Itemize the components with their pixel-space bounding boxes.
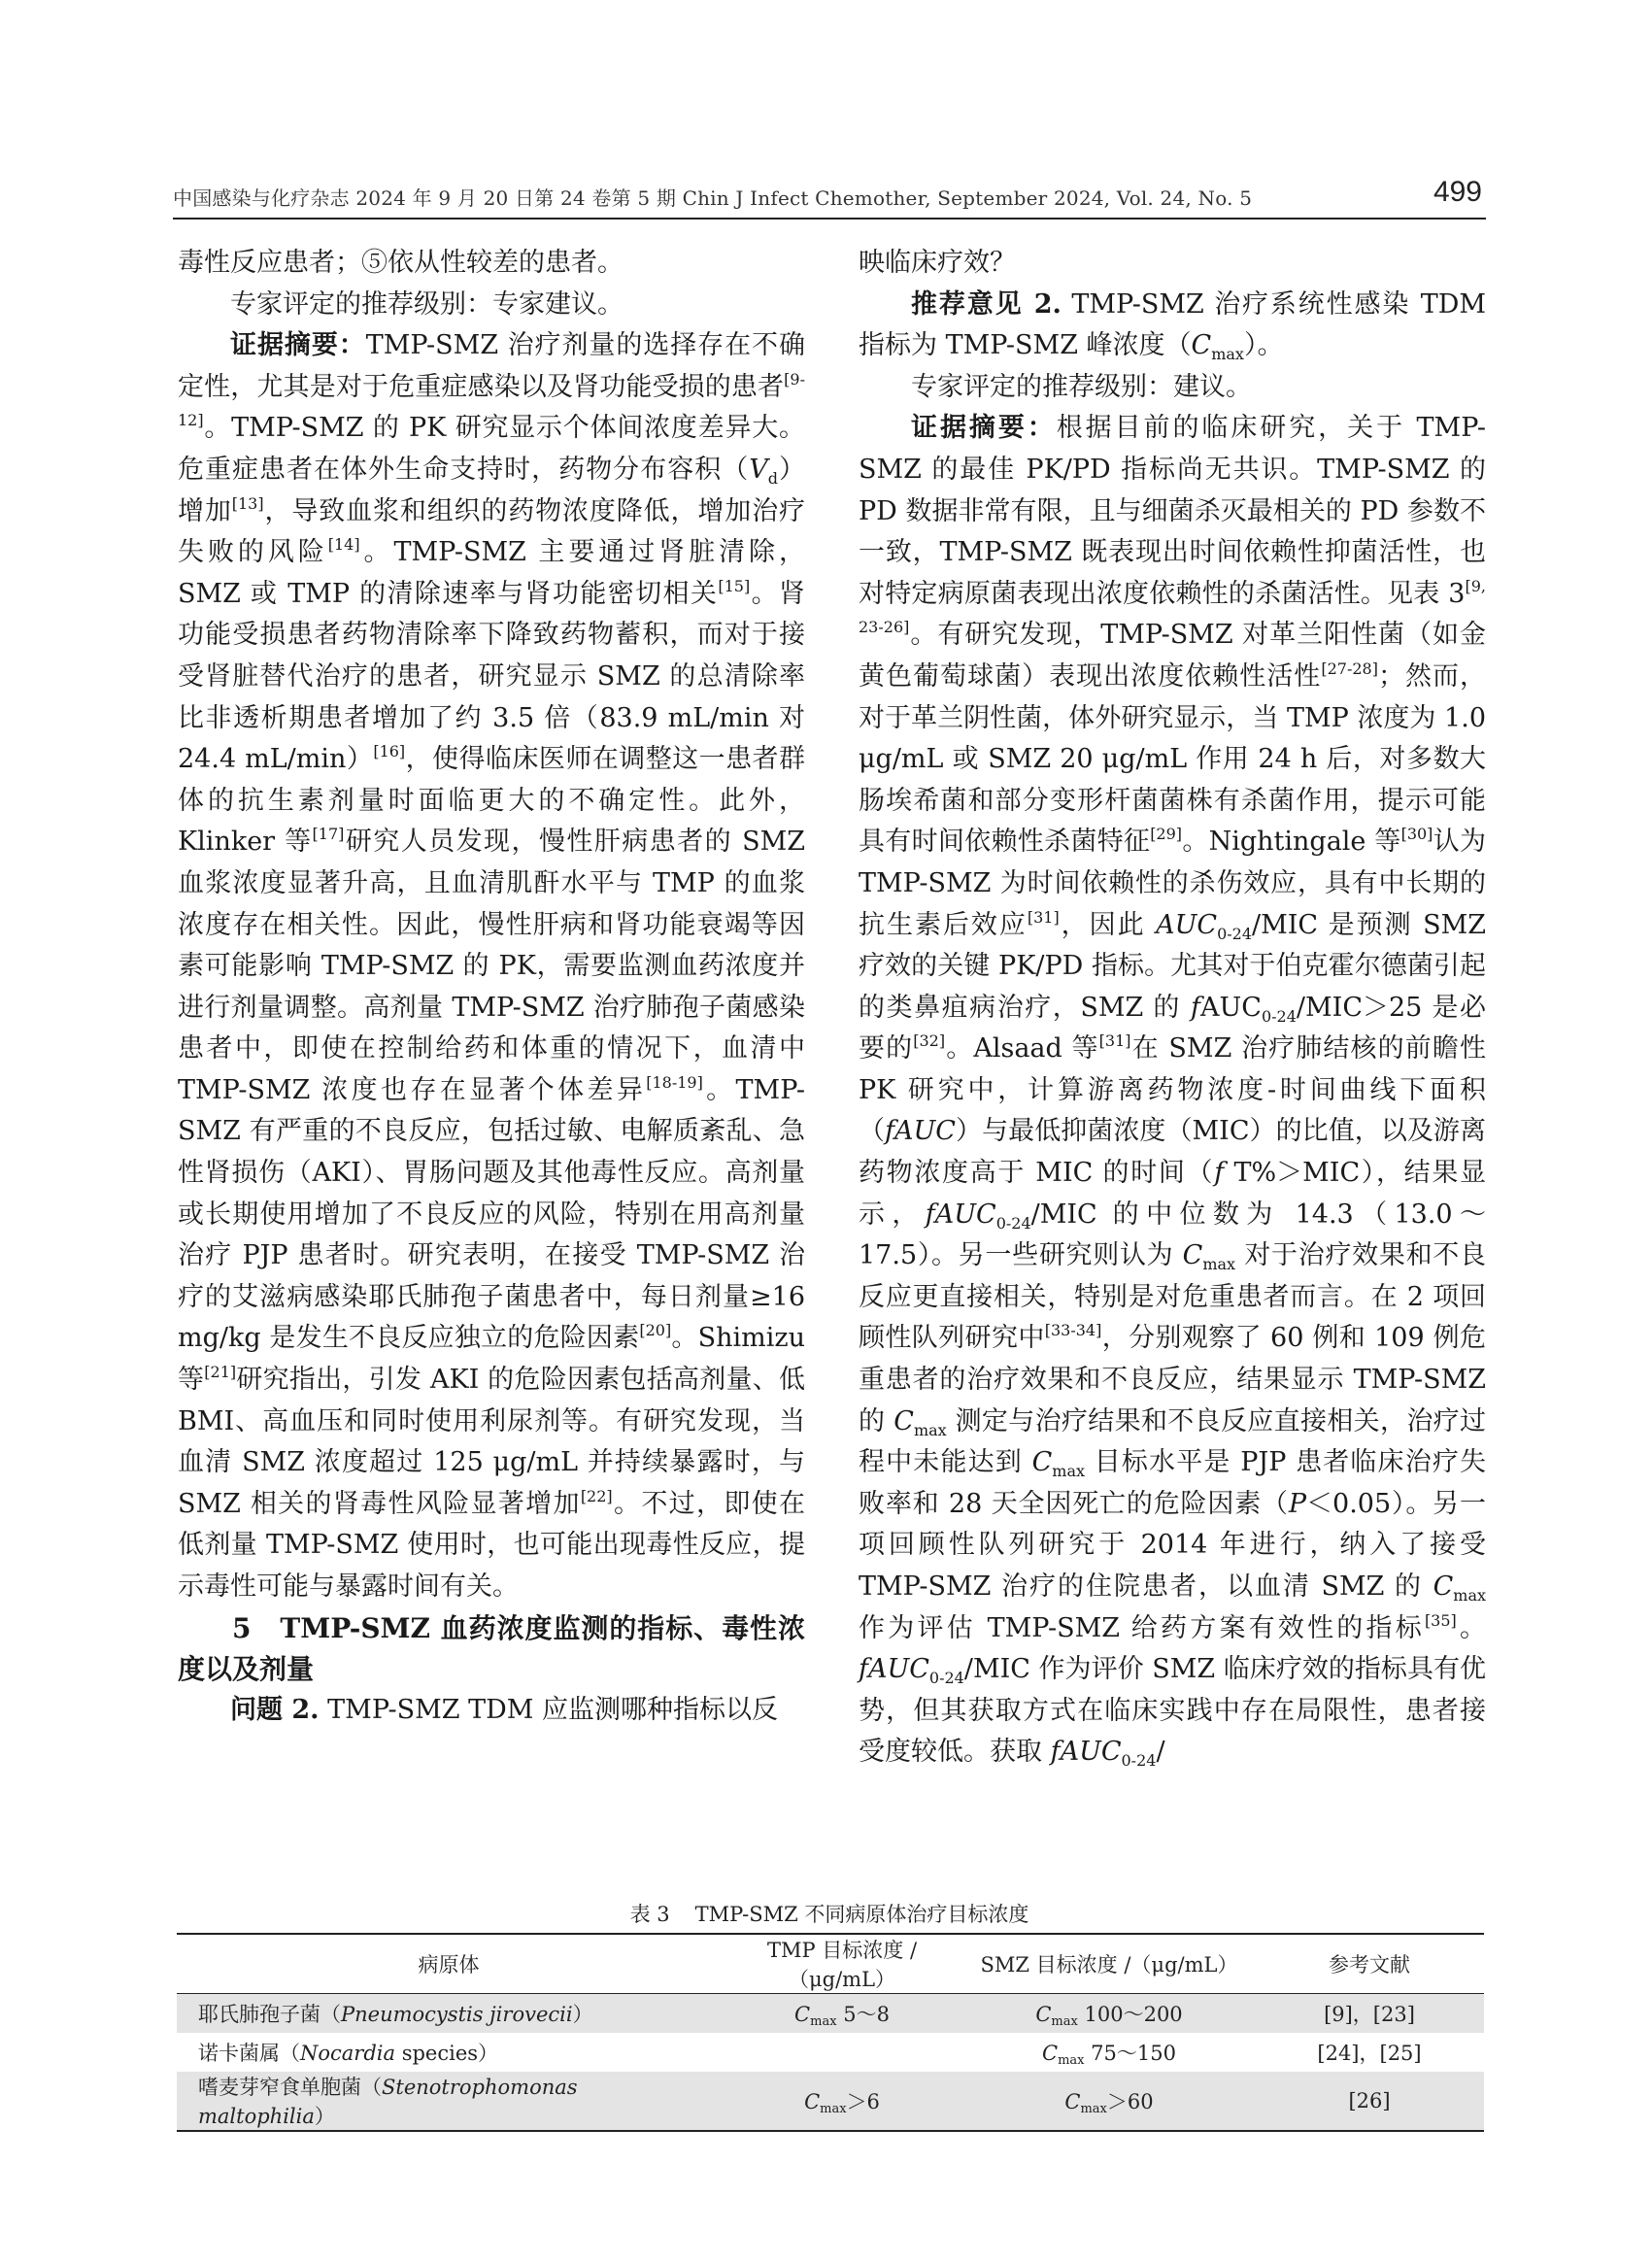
paragraph: 映临床疗效？ [859,248,1016,278]
table-number: 表 3 [629,1903,670,1926]
table-row [177,1994,1484,2034]
tmp-target-cell [721,2033,963,2072]
paragraph: 专家评定的推荐级别：专家建议。 [230,288,624,320]
reference-cell: [24]，[25] [1317,2042,1422,2065]
column-header: SMZ 目标浓度 /（μg/mL） [963,1934,1255,1994]
left-column [178,243,805,1731]
question-label: 问题 2. [230,1694,320,1725]
page-number: 499 [1433,176,1482,208]
evidence-label: 证据摘要： [230,330,366,361]
smz-target-cell: $C_{max}$ 75～150 [1042,2042,1176,2068]
table-caption [173,1899,1486,1928]
tmp-target-cell: $C_{max}$ 5～8 [721,1994,963,2034]
pathogen-cell: 嗜麦芽窄食单胞菌（Stenotrophomonas maltophilia） [177,2072,721,2131]
tmp-target-cell: $C_{max}>6$ [721,2072,963,2131]
right-column [859,243,1486,1774]
evidence-paragraph: 证据摘要：TMP-SMZ 治疗剂量的选择存在不确定性，尤其是对于危重症感染以及肾功能受损的患者[9-12]。TMP-SMZ 的 PK 研究显示个体间浓度差异大。危重症患者在体外生命支持时，药物分布容积$(V_d)$增加[13]，导致血浆和组织的药物浓度降低，增加治疗失败的风险[14]。TMP-SMZ 主要通过肾脏清除，SMZ 或 TMP 的清除速率与肾功能密切相关[15]。肾功能受损患者药物清除率下降致药物蓄积，而对于接受肾脏替代治疗的患者，研究显示 SMZ 的总清除率比非透析期患者增加了约 3.5 倍（83.9 mL/min 对 24.4 mL/min）[16]，使得临床医师在调整这一患者群体的抗生素剂量时面临更大的不确定性。此外，Klinker 等[17]研究人员发现，慢性肝病患者的 SMZ 血浆浓度显著升高，且血清肌酐水平与 TMP 的血浆浓度存在相关性。因此，慢性肝病和肾功能衰竭等因素可能影响 TMP-SMZ 的 PK，需要监测血药浓度并进行剂量调整。高剂量 TMP-SMZ 治疗肺孢子菌感染患者中，即使在控制给药和体重的情况下，血清中 TMP-SMZ 浓度也存在显著个体差异[18-19]。TMP-SMZ 有严重的不良反应，包括过敏、电解质紊乱、急性肾损伤（AKI）、胃肠问题及其他毒性反应。高剂量或长期使用增加了不良反应的风险，特别在用高剂量治疗 PJP 患者时。研究表明，在接受 TMP-SMZ 治疗的艾滋病感染耶氏肺孢子菌患者中，每日剂量≥16 mg/kg 是发生不良反应独立的危险因素[20]。Shimizu 等[21]研究指出，引发 AKI 的危险因素包括高剂量、低 BMI、高血压和同时使用利尿剂等。有研究发现，当血清 SMZ 浓度超过 125 μg/mL 并持续暴露时，与 SMZ 相关的肾毒性风险显著增加[22]。不过，即使在低剂量 TMP-SMZ 使用时，也可能出现毒性反应，提示毒性可能与暴露时间有关。 [178,330,806,1602]
column-header: 病原体 [177,1934,721,1994]
column-header: TMP 目标浓度 /（μg/mL） [721,1934,963,1994]
evidence-label: 证据摘要： [911,413,1057,444]
target-concentration-table [177,1933,1484,2132]
table-row [177,2072,1484,2131]
running-header [173,176,1486,220]
question-paragraph [178,1690,805,1732]
journal-citation: 中国感染与化疗杂志 2024 年 9 月 20 日第 24 卷第 5 期 Chin J Infect Chemother, September 2024, Vol. 24, No. 5 [173,186,1253,210]
column-header: 参考文献 [1255,1934,1484,1994]
question-text: TMP-SMZ TDM 应监测哪种指标以反 [319,1694,779,1725]
paragraph: 专家评定的推荐级别：建议。 [911,371,1252,402]
pathogen-cell: 诺卡菌属（Nocardia species） [198,2042,499,2065]
reference-cell: [9]，[23] [1255,1994,1484,2034]
table-title: TMP-SMZ 不同病原体治疗目标浓度 [694,1903,1029,1926]
reference-cell: [26] [1255,2072,1484,2131]
section-heading: 5 TMP-SMZ 血药浓度监测的指标、毒性浓度以及剂量 [178,1611,805,1685]
pathogen-cell: 耶氏肺孢子菌（Pneumocystis jirovecii） [177,1994,721,2034]
recommendation-paragraph: 推荐意见 2. TMP-SMZ 治疗系统性感染 TDM 指标为 TMP-SMZ 峰浓度$(C_{max})$。 [859,288,1486,364]
evidence-paragraph: 证据摘要：根据目前的临床研究，关于 TMP-SMZ 的最佳 PK/PD 指标尚无共识。TMP-SMZ 的 PD 数据非常有限，且与细菌杀灭最相关的 PD 参数不一致，TMP-SMZ 既表现出时间依赖性抑菌活性，也对特定病原菌表现出浓度依赖性的杀菌活性。见表 3[9, 23-26]。有研究发现，TMP-SMZ 对革兰阳性菌（如金黄色葡萄球菌）表现出浓度依赖性活性[27-28]；然而，对于革兰阴性菌，体外研究显示，当 TMP 浓度为 1.0 μg/mL 或 SMZ 20 μg/mL 作用 24 h 后，对多数大肠埃希菌和部分变形杆菌菌株有杀菌作用，提示可能具有时间依赖性杀菌特征[29]。Nightingale 等[30]认为 TMP-SMZ 为时间依赖性的杀伤效应，具有中长期的抗生素后效应[31]，因此 $AUC_{0-24}$/MIC 是预测 SMZ 疗效的关键 PK/PD 指标。尤其对于伯克霍尔德菌引起的类鼻疽病治疗，SMZ 的 fAUC$_{0-24}$/MIC＞25 是必要的[32]。Alsaad 等[31]在 SMZ 治疗肺结核的前瞻性 PK 研究中，计算游离药物浓度-时间曲线下面积（fAUC）与最低抑菌浓度（MIC）的比值，以及游离药物浓度高于 MIC 的时间（f T%＞MIC），结果显示，fAUC$_{0-24}$/MIC 的中位数为 14.3（13.0～17.5）。另一些研究则认为 $C_{max}$ 对于治疗效果和不良反应更直接相关，特别是对危重患者而言。在 2 项回顾性队列研究中[33-34]，分别观察了 60 例和 109 例危重患者的治疗效果和不良反应，结果显示 TMP-SMZ 的 $C_{max}$ 测定与治疗结果和不良反应直接相关，治疗过程中未能达到 $C_{max}$ 目标水平是 PJP 患者临床治疗失败率和 28 天全因死亡的危险因素（P＜0.05）。另一项回顾性队列研究于 2014 年进行，纳入了接受 TMP-SMZ 治疗的住院患者，以血清 SMZ 的 $C_{max}$ 作为评估 TMP-SMZ 给药方案有效性的指标[35]。fAUC$_{0-24}$/MIC 作为评价 SMZ 临床疗效的指标具有优势，但其获取方式在临床实践中存在局限性，患者接受度较低。获取 fAUC$_{0-24}$/ [859,413,1487,1771]
table-header-row [177,1934,1484,1994]
table-row [177,2033,1484,2072]
smz-target-cell: $C_{max}$ 100～200 [963,1994,1255,2034]
smz-target-cell: $C_{max}>60$ [963,2072,1255,2131]
paragraph: 毒性反应患者；⑤依从性较差的患者。 [178,248,624,278]
recommendation-label: 推荐意见 2. [911,288,1062,320]
